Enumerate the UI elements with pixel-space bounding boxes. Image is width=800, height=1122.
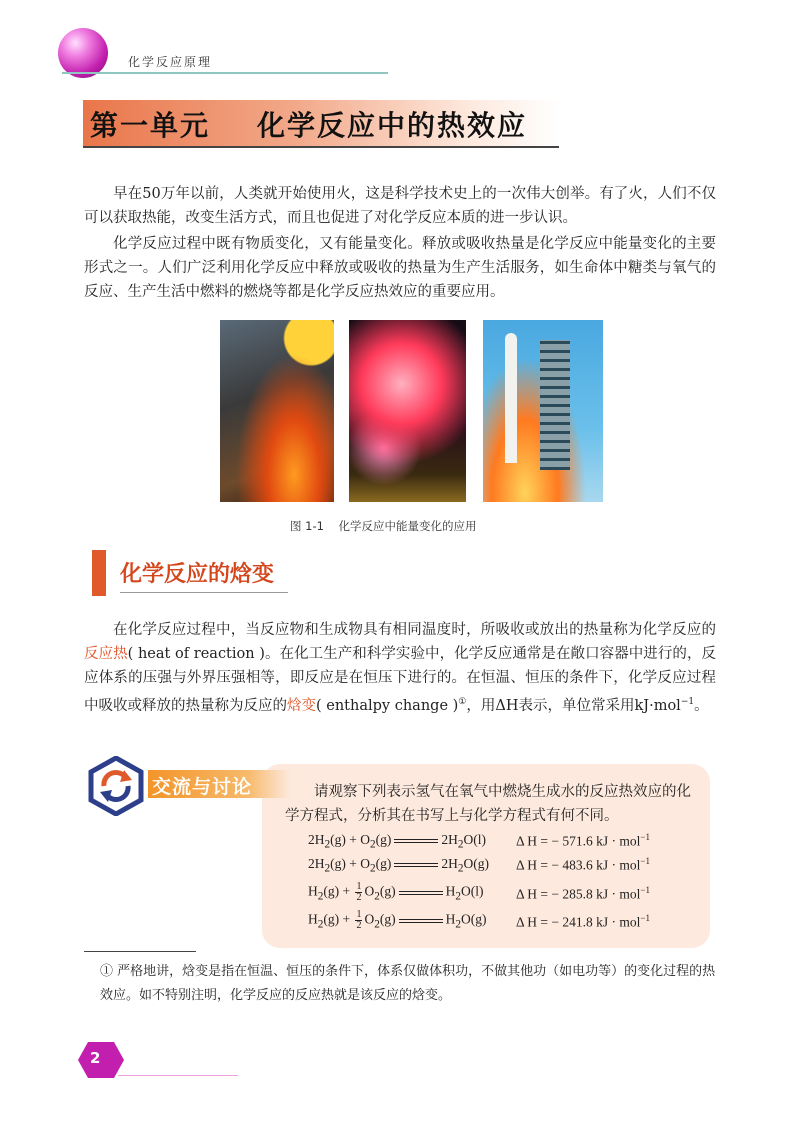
page-number: 2 (90, 1049, 101, 1067)
discussion-text: 请观察下列表示氢气在氧气中燃烧生成水的反应热效应的化学方程式，分析其在书写上与化学方程式有何不同。 (285, 784, 691, 824)
eq2-sub-o2: 2 (369, 862, 376, 875)
discussion-exchange-icon (86, 756, 146, 816)
eq1-equals (394, 839, 438, 843)
eq3-lhs-state: (g) (379, 883, 396, 899)
header-rule (62, 72, 388, 74)
eq3-sup: −1 (640, 885, 650, 895)
eq4-sub: 2 (317, 918, 324, 931)
equation-3 (308, 881, 650, 903)
footnote-rule (84, 951, 196, 952)
eq1-sub: 2 (324, 838, 331, 851)
eq1-sup: −1 (640, 832, 650, 842)
eq1-sub-o2: 2 (369, 838, 376, 851)
eq3-sub-o2: 2 (374, 890, 380, 903)
eq4-lhs-state: (g) (379, 911, 396, 927)
rocket (505, 333, 517, 463)
eq3-product: H (445, 883, 456, 899)
eq1-lhs-state: (g) (375, 832, 392, 847)
unit-superscript: −1 (680, 697, 695, 707)
term-enthalpy-change: 焓变 (287, 697, 316, 714)
eq3-fraction (355, 882, 362, 903)
eq1-product: 2H (441, 832, 458, 847)
eq4-product: H (445, 911, 456, 927)
photo-welding (220, 320, 334, 502)
eq1-lhs: (g) + O (330, 832, 370, 847)
equation-2 (308, 856, 650, 875)
eq4-fraction (355, 910, 362, 931)
header-subject: 化学反应原理 (128, 55, 213, 69)
eq3-lhs: (g) + (323, 883, 354, 899)
eq3-equals (399, 891, 443, 895)
equation-1 (308, 832, 650, 851)
eq3-frac-num: 1 (356, 881, 362, 892)
eq4-o2: O (364, 911, 375, 927)
footnote-marker: ① (458, 697, 467, 707)
eq2-lhs: (g) + O (330, 856, 370, 871)
footnote-text: ① 严格地讲，焓变是指在恒温、恒压的条件下，体系仅做体积功，不做其他功（如电功等）的变化过程的热效应。如不特别注明，化学反应的反应热就是该反应的焓变。 (100, 964, 716, 1003)
section-underline (120, 592, 288, 593)
eq2-product: 2H (441, 856, 458, 871)
eq1-enthalpy: Δ H = − 571.6 kJ · mol (516, 833, 641, 849)
eq3-enthalpy: Δ H = − 285.8 kJ · mol (516, 886, 641, 902)
eq3-frac-den: 2 (356, 892, 362, 903)
body-text-4: ，用ΔH表示，单位常采用kJ·mol (466, 697, 681, 714)
eq1-product-state: O(l) (463, 832, 486, 847)
body-text-1: 在化学反应过程中，当反应物和生成物具有相同温度时，所吸收或放出的热量称为化学反应的 (113, 622, 716, 638)
page-rule (118, 1075, 238, 1076)
eq2-sup: −1 (640, 856, 650, 866)
eq3-sub-prod: 2 (455, 890, 461, 903)
photo-fireworks (349, 320, 466, 502)
body-text-3: ( enthalpy change ) (316, 697, 459, 714)
unit-title: 第一单元 化学反应中的热效应 (90, 109, 527, 142)
eq4-sub-o2: 2 (374, 918, 380, 931)
eq2-enthalpy: Δ H = − 483.6 kJ · mol (516, 857, 641, 873)
eq1-sub-prod: 2 (457, 838, 464, 851)
equation-4 (308, 909, 650, 931)
eq2-product-state: O(g) (463, 856, 489, 871)
eq1-h2: 2H (308, 832, 325, 847)
section-title: 化学反应的焓变 (120, 562, 275, 587)
term-reaction-heat: 反应热 (84, 646, 128, 662)
eq3-h2: H (308, 883, 318, 899)
eq3-product-state: O(l) (460, 883, 484, 899)
body-paragraph (84, 618, 716, 718)
eq3-o2: O (364, 883, 375, 899)
eq4-equals (399, 919, 443, 923)
eq4-sub-prod: 2 (455, 918, 461, 931)
eq4-enthalpy: Δ H = − 241.8 kJ · mol (516, 914, 641, 930)
eq4-sup: −1 (640, 913, 650, 923)
eq4-product-state: O(g) (460, 911, 487, 927)
eq2-equals (394, 863, 438, 867)
eq2-sub-prod: 2 (457, 862, 464, 875)
figure-caption: 图 1-1 化学反应中能量变化的应用 (290, 519, 477, 533)
body-text-5: 。 (694, 697, 709, 714)
header-ornament-ball (58, 28, 108, 78)
launch-tower (540, 340, 570, 470)
body-text-2: ( heat of reaction )。在化工生产和科学实验中，化学反应通常是在敞口容器中进行的，反应体系的压强与外界压强相等，即反应是在恒压下进行的。在恒温、恒压的条件下，化学反应过程中吸收或释放的热量称为反应的 (84, 646, 717, 714)
discussion-tag-label: 交流与讨论 (152, 776, 253, 798)
intro-paragraph-1: 早在50万年以前，人类就开始使用火，这是科学技术史上的一次伟大创举。有了火，人们不仅可以获取热能，改变生活方式，而且也促进了对化学反应本质的进一步认识。 (84, 186, 716, 226)
eq2-sub: 2 (324, 862, 331, 875)
page-number-badge (76, 1040, 126, 1080)
eq2-h2: 2H (308, 856, 325, 871)
eq3-sub: 2 (317, 890, 324, 903)
intro-paragraph-2: 化学反应过程中既有物质变化，又有能量变化。释放或吸收热量是化学反应中能量变化的主要形式之一。人们广泛利用化学反应中释放或吸收的热量为生产生活服务，如生命体中糖类与氧气的反应、生产生活中燃料的燃烧等都是化学反应热效应的重要应用。 (84, 236, 716, 300)
eq4-lhs: (g) + (323, 911, 354, 927)
section-marker (92, 550, 106, 596)
eq4-h2: H (308, 911, 318, 927)
eq4-frac-den: 2 (356, 920, 362, 931)
eq2-lhs-state: (g) (375, 856, 392, 871)
eq4-frac-num: 1 (356, 909, 362, 920)
